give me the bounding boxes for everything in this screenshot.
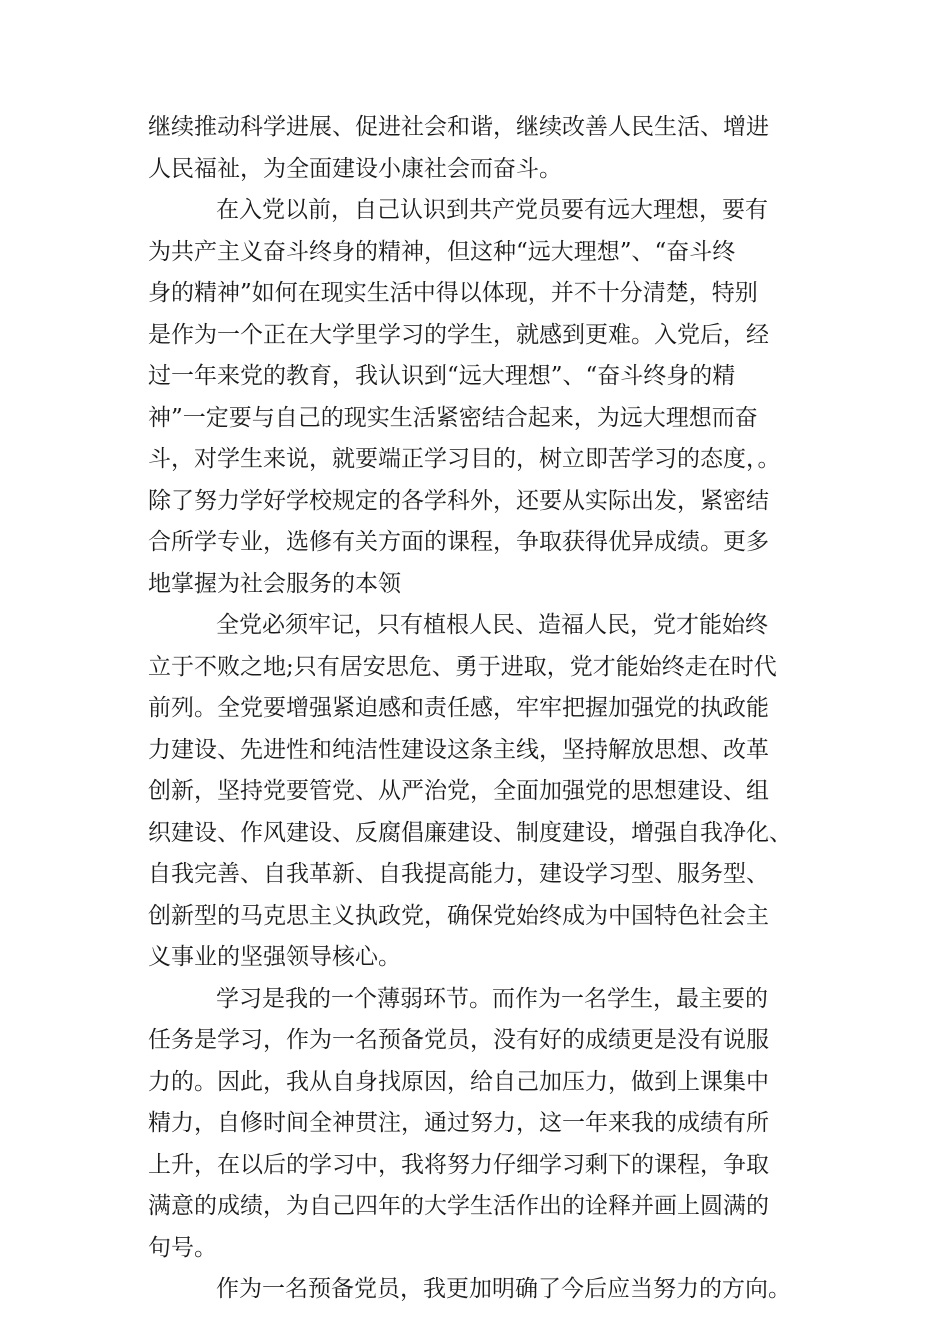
text-line: 创新，坚持党要管党、从严治党，全面加强党的思想建设、组 xyxy=(148,778,769,804)
paragraph-start-line: 学习是我的一个薄弱环节。而作为一名学生，最主要的 xyxy=(216,985,768,1012)
text-line: 过一年来党的教育，我认识到“远大理想”、“奋斗终身的精 xyxy=(148,363,736,389)
paragraph-start-line: 在入党以前，自己认识到共产党员要有远大理想，要有 xyxy=(216,197,768,223)
text-line: 力建设、先进性和纯洁性建设这条主线，坚持解放思想、改革 xyxy=(148,736,769,763)
text-line: 为共产主义奋斗终身的精神，但这种“远大理想”、“奋斗终 xyxy=(148,238,736,265)
text-line: 是作为一个正在大学里学习的学生，就感到更难。入党后，经 xyxy=(148,321,769,348)
text-line: 创新型的马克思主义执政党，确保党始终成为中国特色社会主 xyxy=(148,902,769,929)
text-line: 神”一定要与自己的现实生活紧密结合起来，为远大理想而奋 xyxy=(148,404,758,431)
paragraph-start-line: 全党必须牢记，只有植根人民、造福人民，党才能始终 xyxy=(216,612,768,638)
text-line: 斗，对学生来说，就要端正学习目的，树立即苦学习的态度，。 xyxy=(148,446,781,472)
text-line: 继续推动科学进展、促进社会和谐，继续改善人民生活、增进 xyxy=(148,114,769,140)
paragraph-start-line: 作为一名预备党员，我更加明确了今后应当努力的方向。 xyxy=(216,1276,791,1302)
text-line: 织建设、作风建设、反腐倡廉建设、制度建设，增强自我净化、 xyxy=(148,819,792,846)
text-line: 身的精神”如何在现实生活中得以体现，并不十分清楚，特别 xyxy=(148,280,758,306)
text-line: 合所学专业，选修有关方面的课程，争取获得优异成绩。更多 xyxy=(148,529,769,555)
text-line: 地掌握为社会服务的本领 xyxy=(148,570,401,597)
text-line: 任务是学习，作为一名预备党员，没有好的成绩更是没有说服 xyxy=(148,1027,769,1053)
text-line: 前列。全党要增强紧迫感和责任感，牢牢把握加强党的执政能 xyxy=(148,695,769,721)
text-line: 句号。 xyxy=(148,1234,217,1261)
text-line: 精力，自修时间全神贯注，通过努力，这一年来我的成绩有所 xyxy=(148,1110,769,1136)
text-line: 义事业的坚强领导核心。 xyxy=(148,944,401,970)
text-line: 自我完善、自我革新、自我提高能力，建设学习型、服务型、 xyxy=(148,861,769,887)
text-line: 满意的成绩，为自己四年的大学生活作出的诠释并画上圆满的 xyxy=(148,1193,769,1219)
text-line: 力的。因此，我从自身找原因，给自己加压力，做到上课集中 xyxy=(148,1068,769,1095)
text-line: 上升，在以后的学习中，我将努力仔细学习剩下的课程，争取 xyxy=(148,1151,769,1178)
text-line: 除了努力学好学校规定的各学科外，还要从实际出发，紧密结 xyxy=(148,487,769,514)
body-text xyxy=(148,107,808,1311)
text-line: 立于不败之地;只有居安思危、勇于进取，党才能始终走在时代 xyxy=(148,653,777,680)
text-line: 人民福祉，为全面建设小康社会而奋斗。 xyxy=(148,155,562,182)
